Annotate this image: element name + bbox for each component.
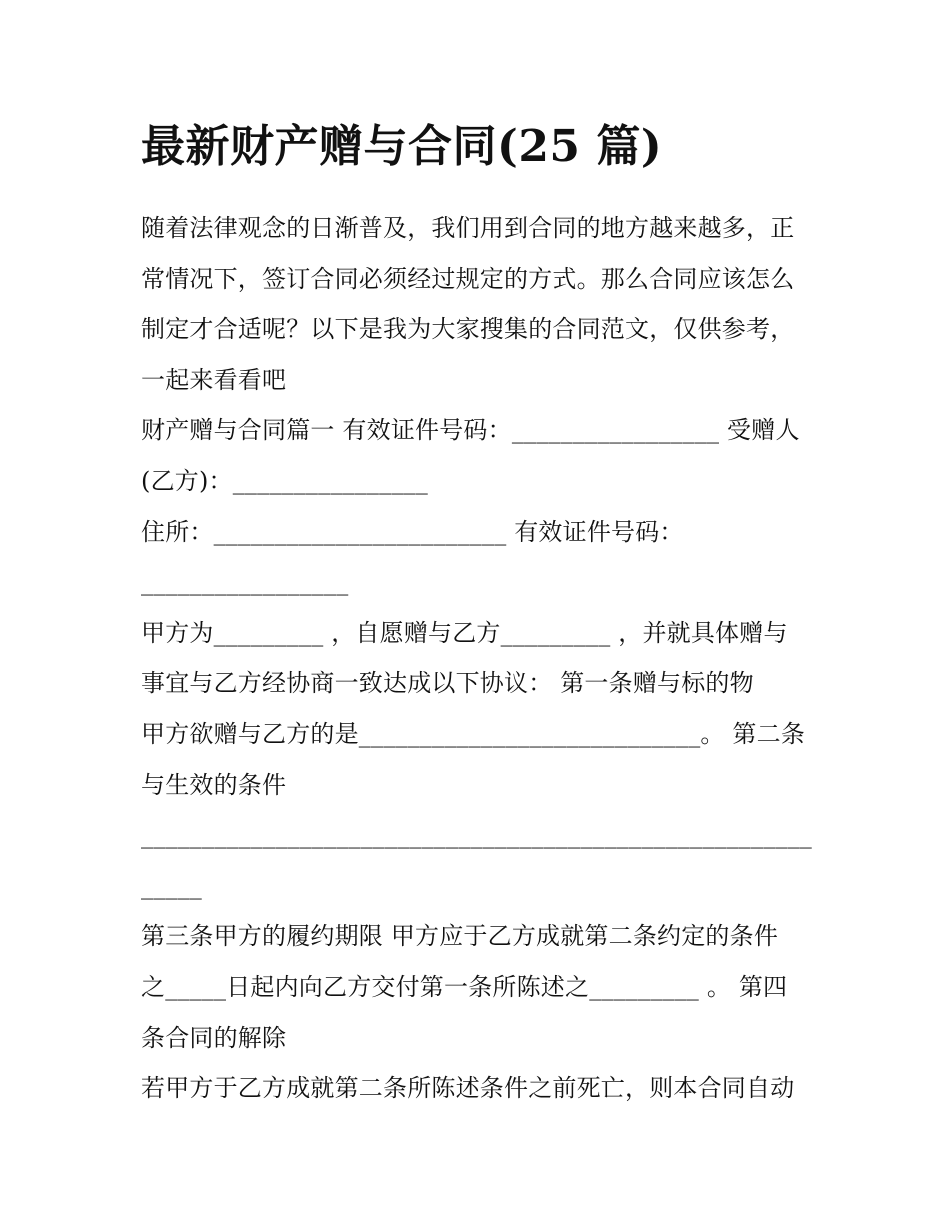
- body-line-id-blank: _________________: [141, 568, 349, 597]
- body-line-gift-object: 甲方欲赠与乙方的是____________________________。 第二条: [141, 719, 806, 748]
- body-line-delivery: 之_____日起内向乙方交付第一条所陈述之_________ 。 第四: [141, 972, 788, 1001]
- body-line-party-b: (乙方)：________________: [141, 466, 428, 495]
- body-line-intro-2: 常情况下，签订合同必须经过规定的方式。那么合同应该怎么: [141, 264, 795, 293]
- body-line-address: 住所：________________________ 有效证件号码：: [141, 517, 684, 546]
- body-line-id-number: 财产赠与合同篇一 有效证件号码：_________________ 受赠人: [141, 416, 800, 445]
- document-title: 最新财产赠与合同(25 篇): [141, 121, 663, 172]
- body-line-article-3: 第三条甲方的履约期限 甲方应于乙方成就第二条约定的条件: [141, 922, 779, 951]
- body-line-death-clause: 若甲方于乙方成就第二条所陈述条件之前死亡，则本合同自动: [141, 1074, 795, 1103]
- body-line-effective-condition: 与生效的条件: [141, 770, 287, 799]
- body-line-agreement: 事宜与乙方经协商一致达成以下协议： 第一条赠与标的物: [141, 669, 754, 698]
- body-line-intro-1: 随着法律观念的日渐普及，我们用到合同的地方越来越多，正: [141, 214, 795, 242]
- body-line-intro-4: 一起来看看吧: [141, 365, 287, 394]
- body-line-termination: 条合同的解除: [141, 1023, 287, 1052]
- body-line-blank-short: _____: [141, 871, 202, 900]
- document-body: [141, 112, 813, 1114]
- body-line-blank-long: _______________________________________________________: [141, 821, 812, 850]
- body-line-party-a: 甲方为_________ ，自愿赠与乙方_________ ，并就具体赠与: [141, 618, 788, 647]
- body-line-intro-3: 制定才合适呢？以下是我为大家搜集的合同范文，仅供参考，: [141, 315, 795, 344]
